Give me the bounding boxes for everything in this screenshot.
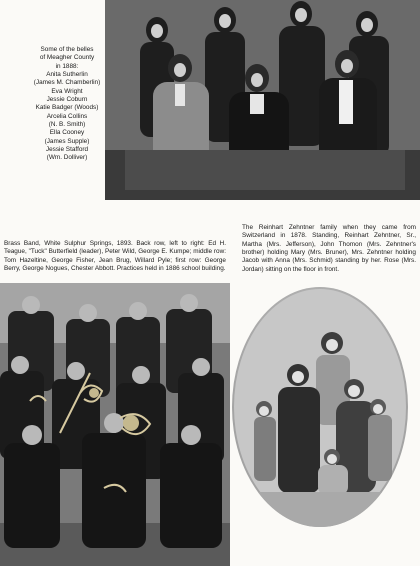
family-caption: The Reinhart Zehntner family when they came from Switzerland in 1878. Standing, Reinhart Zehntner, Sr., Martha (Mrs. Jefferson), John Thomon (Mrs. Zehntner's brother) holding Mary (Mrs. Bruner), Mrs. Zehntner holding Jacob with Anna (Mrs. Schmid) standing by her. Rose (Mrs. Jordan) sitting on the floor in front. <box>242 224 416 273</box>
belles-caption-line: of Meagher County <box>39 54 95 62</box>
belles-caption-line: Ella Cooney <box>49 129 85 137</box>
band-caption: Brass Band, White Sulphur Springs, 1893. Back row, left to right: Ed H. Teague, "Tuck" Butterfield (leader), Peter Wild, George E. Kumpe; middle row: Tom Hazeltine, George Fisher, Jean Brug, Willard Pyle; first row: George Berry, George Nogues, Chester Abbott. Practices held in 1886 school building. <box>4 240 226 272</box>
belles-caption-line: Eva Wright <box>51 87 83 95</box>
belles-caption-line: (James M. Chamberlin) <box>33 79 101 87</box>
belles-caption-line: Jessie Stafford <box>45 145 89 153</box>
family-photo <box>232 287 408 527</box>
belles-caption-line: Jessie Coburn <box>46 95 88 103</box>
belles-caption-line: Arcelia Collins <box>46 112 88 120</box>
belles-caption <box>26 46 108 163</box>
belles-photo-figures <box>105 0 420 200</box>
band-photo <box>0 283 230 566</box>
band-photo-figures <box>0 283 230 566</box>
belles-caption-line: (N. B. Smith) <box>48 120 86 128</box>
belles-caption-line: (James Supple) <box>44 137 90 145</box>
belles-caption-line: Katie Badger (Woods) <box>35 104 99 112</box>
belles-caption-line: Some of the belles <box>40 46 94 53</box>
family-photo-figures <box>232 287 408 527</box>
belles-caption-line: (Wm. Dolliver) <box>46 154 88 162</box>
belles-caption-line: in 1888: <box>55 62 79 70</box>
belles-photo <box>105 0 420 200</box>
belles-caption-line: Anita Sutherlin <box>46 70 88 78</box>
